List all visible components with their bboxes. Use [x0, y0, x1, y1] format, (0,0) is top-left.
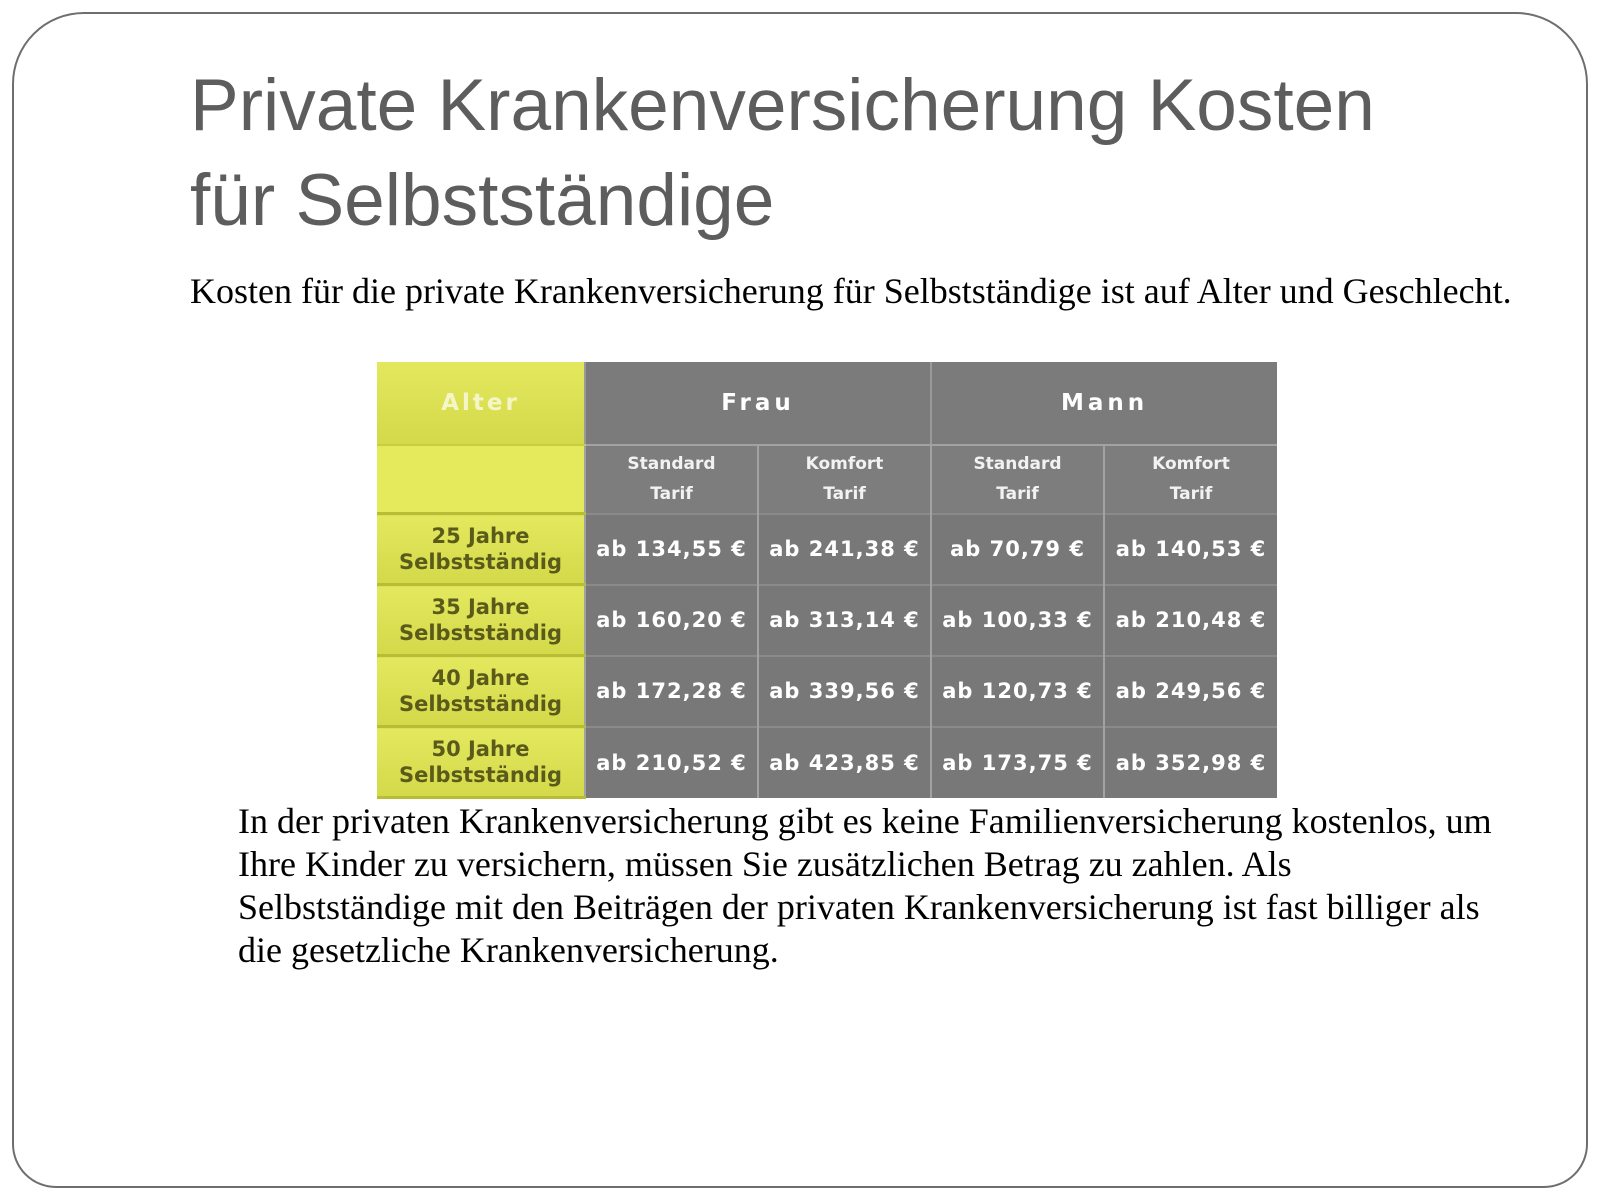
table-row: [377, 727, 1277, 798]
age-cell: [377, 585, 585, 656]
table-row: [377, 514, 1277, 585]
slide-title-line-1: Private Krankenversicherung Kosten: [190, 65, 1375, 146]
age-label: 25 Jahre: [431, 524, 530, 548]
price-cell: ab 249,56 €: [1104, 656, 1277, 727]
price-cell: ab 160,20 €: [585, 585, 758, 656]
subheader-line: Tarif: [823, 484, 866, 505]
price-table: [377, 362, 1277, 799]
status-label: Selbstständig: [398, 692, 563, 716]
subheader-line: Standard: [973, 454, 1062, 475]
age-label: 50 Jahre: [431, 737, 530, 761]
price-cell: ab 423,85 €: [758, 727, 931, 798]
table-header-row: [377, 362, 1277, 445]
subheader-line: Komfort: [1152, 454, 1230, 475]
subheader-frau-standard: [585, 445, 758, 514]
price-cell: ab 210,48 €: [1104, 585, 1277, 656]
subheader-alter-blank: [377, 445, 585, 514]
age-cell: [377, 514, 585, 585]
header-frau: Frau: [585, 362, 931, 445]
age-label: 35 Jahre: [431, 595, 530, 619]
price-cell: ab 173,75 €: [931, 727, 1104, 798]
price-cell: ab 140,53 €: [1104, 514, 1277, 585]
status-label: Selbstständig: [398, 763, 563, 787]
slide-frame: [12, 12, 1588, 1188]
age-cell: [377, 727, 585, 798]
intro-paragraph: Kosten für die private Krankenversicherung für Selbstständige ist auf Alter und Geschlecht.: [190, 271, 1512, 311]
header-mann: Mann: [931, 362, 1277, 445]
price-cell: ab 100,33 €: [931, 585, 1104, 656]
price-cell: ab 172,28 €: [585, 656, 758, 727]
age-label: 40 Jahre: [431, 666, 530, 690]
price-cell: ab 120,73 €: [931, 656, 1104, 727]
subheader-line: Tarif: [1169, 484, 1213, 505]
price-cell: ab 134,55 €: [585, 514, 758, 585]
subheader-mann-standard: [931, 445, 1104, 514]
subheader-line: Standard: [627, 454, 716, 475]
slide-title-line-2: für Selbstständige: [190, 160, 775, 241]
price-cell: ab 339,56 €: [758, 656, 931, 727]
price-cell: ab 241,38 €: [758, 514, 931, 585]
status-label: Selbstständig: [398, 621, 563, 645]
price-cell: ab 210,52 €: [585, 727, 758, 798]
outro-paragraph: In der privaten Krankenversicherung gibt es keine Familienversicherung kostenlos, um Ihre Kinder zu versichern, müssen Sie zusätzlichen Betrag zu zahlen. Als Selbstständige mit den Beiträgen der privaten Krankenversicherung ist fast billiger als die gesetzliche Krankenversicherung.: [238, 801, 1492, 970]
table-row: [377, 585, 1277, 656]
subheader-line: Tarif: [996, 484, 1039, 505]
header-alter: Alter: [377, 362, 585, 445]
table-subheader-row: [377, 445, 1277, 514]
status-label: Selbstständig: [398, 550, 563, 574]
subheader-line: Komfort: [805, 454, 884, 475]
subheader-line: Tarif: [650, 484, 693, 505]
slide-title: [190, 58, 1490, 248]
age-cell: [377, 656, 585, 727]
subheader-mann-komfort: [1104, 445, 1277, 514]
price-cell: ab 352,98 €: [1104, 727, 1277, 798]
subheader-frau-komfort: [758, 445, 931, 514]
table-row: [377, 656, 1277, 727]
price-cell: ab 313,14 €: [758, 585, 931, 656]
price-cell: ab 70,79 €: [931, 514, 1104, 585]
